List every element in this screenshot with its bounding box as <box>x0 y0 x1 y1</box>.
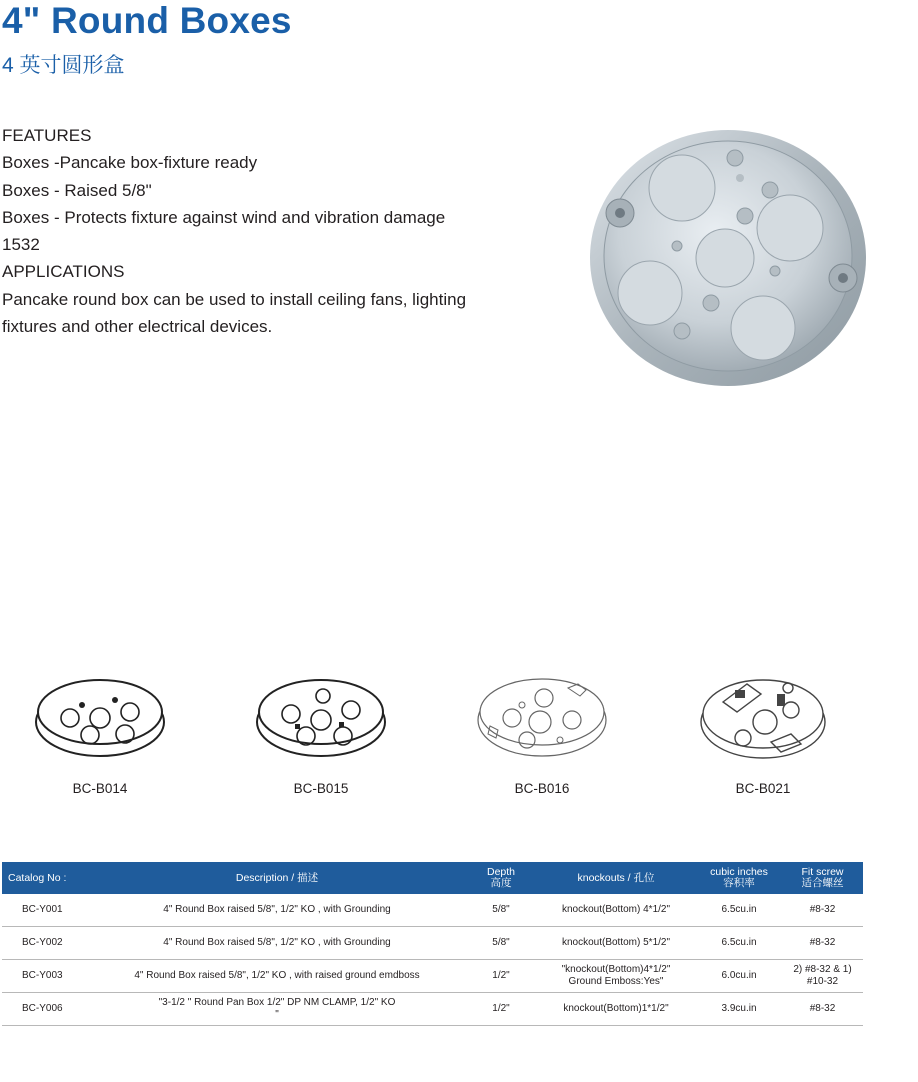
product-image-bc-b016 <box>472 660 612 770</box>
cell-catalog: BC-Y001 <box>2 894 88 927</box>
applications-heading: APPLICATIONS <box>2 262 125 282</box>
cell-knockouts: knockout(Bottom) 4*1/2" <box>536 894 696 927</box>
header-cubic: cubic inches 容积率 <box>696 862 782 894</box>
cell-cubic: 3.9cu.in <box>696 993 782 1026</box>
product-image-bc-b021 <box>693 660 833 770</box>
product-code-bc-b014: BC-B014 <box>72 781 128 796</box>
cell-cubic: 6.5cu.in <box>696 894 782 927</box>
product-code-bc-b021: BC-B021 <box>735 781 791 796</box>
cell-screw: 2) #8-32 & 1) #10-32 <box>782 960 863 993</box>
cell-depth: 5/8" <box>466 894 536 927</box>
product-code-bc-b016: BC-B016 <box>514 781 570 796</box>
page-title: 4" Round Boxes <box>2 0 292 41</box>
product-image-bc-b014 <box>30 660 170 770</box>
cell-screw: #8-32 <box>782 927 863 960</box>
cell-description: 4" Round Box raised 5/8", 1/2" KO , with Grounding <box>88 894 466 927</box>
feature-line: Boxes - Raised 5/8" <box>2 180 152 200</box>
feature-line: Boxes -Pancake box-fixture ready <box>2 153 258 173</box>
spec-table <box>2 862 863 1026</box>
cell-catalog: BC-Y003 <box>2 960 88 993</box>
cell-screw: #8-32 <box>782 993 863 1026</box>
application-line: Pancake round box can be used to install ceiling fans, lighting <box>2 289 467 309</box>
cell-cubic: 6.0cu.in <box>696 960 782 993</box>
table-row <box>2 960 863 993</box>
header-catalog: Catalog No : <box>2 862 88 894</box>
cell-depth: 1/2" <box>466 960 536 993</box>
cell-catalog: BC-Y006 <box>2 993 88 1026</box>
cell-knockouts: "knockout(Bottom)4*1/2" Ground Emboss:Yes" <box>536 960 696 993</box>
header-knockouts: knockouts / 孔位 <box>536 862 696 894</box>
header-screw: Fit screw 适合螺丝 <box>782 862 863 894</box>
cell-knockouts: knockout(Bottom)1*1/2" <box>536 993 696 1026</box>
round-box-photo <box>585 118 867 388</box>
product-image-bc-b015 <box>251 660 391 770</box>
cell-depth: 1/2" <box>466 993 536 1026</box>
application-line: fixtures and other electrical devices. <box>2 317 273 337</box>
table-row <box>2 993 863 1026</box>
cell-cubic: 6.5cu.in <box>696 927 782 960</box>
cell-description: 4" Round Box raised 5/8", 1/2" KO , with Grounding <box>88 927 466 960</box>
cell-depth: 5/8" <box>466 927 536 960</box>
features-section <box>2 122 502 340</box>
cell-screw: #8-32 <box>782 894 863 927</box>
cell-description: "3-1/2 " Round Pan Box 1/2" DP NM CLAMP, 1/2" KO " <box>88 993 466 1026</box>
header-depth: Depth 高度 <box>466 862 536 894</box>
header-description: Description / 描述 <box>88 862 466 894</box>
features-heading: FEATURES <box>2 126 92 145</box>
cell-catalog: BC-Y002 <box>2 927 88 960</box>
feature-line: Boxes - Protects fixture against wind and vibration damage <box>2 207 446 227</box>
table-row <box>2 927 863 960</box>
table-header-row <box>2 862 863 894</box>
cell-description: 4" Round Box raised 5/8", 1/2" KO , with raised ground emdboss <box>88 960 466 993</box>
feature-line: 1532 <box>2 235 40 255</box>
cell-knockouts: knockout(Bottom) 5*1/2" <box>536 927 696 960</box>
product-code-bc-b015: BC-B015 <box>293 781 349 796</box>
page-subtitle: 4 英寸圆形盒 <box>2 54 125 77</box>
table-row <box>2 894 863 927</box>
